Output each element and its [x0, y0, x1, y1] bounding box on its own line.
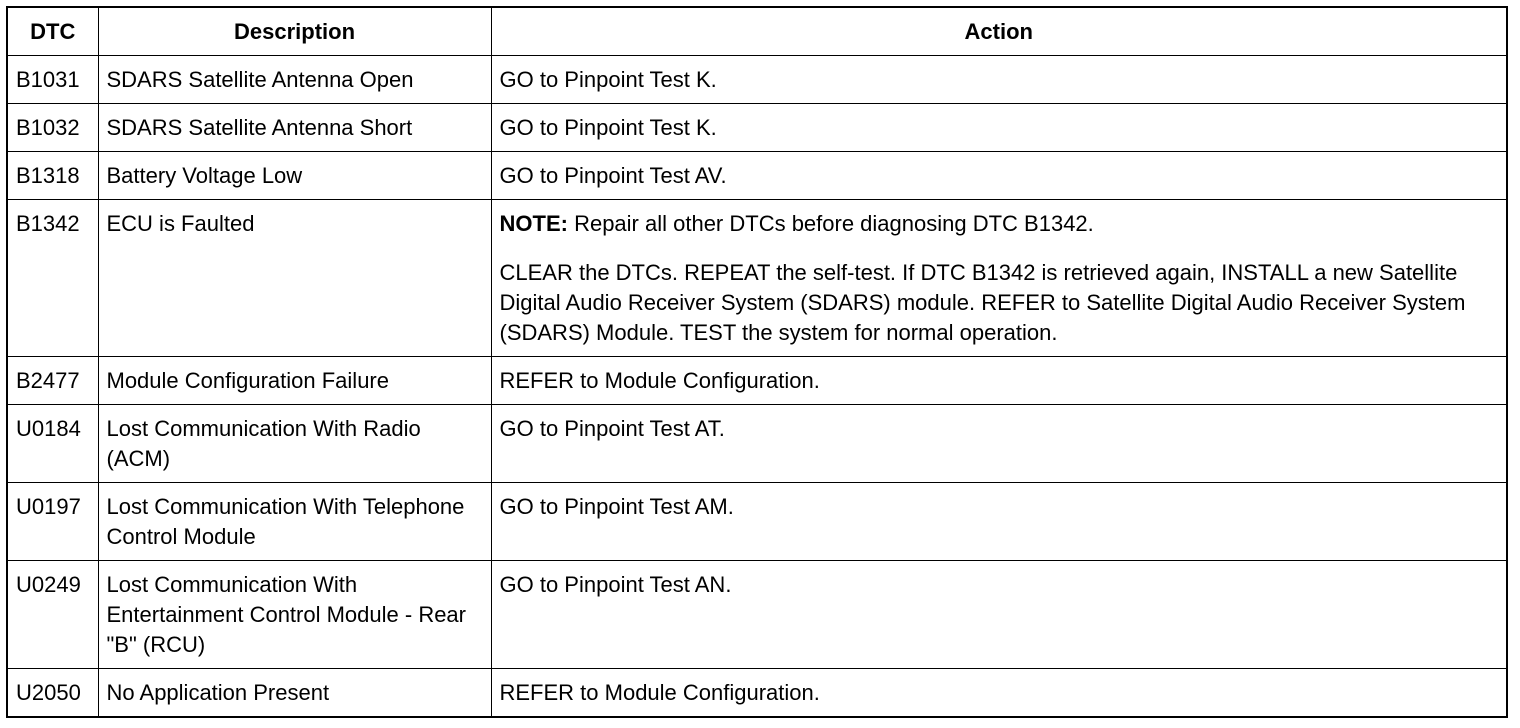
dtc-action: REFER to Module Configuration. — [491, 357, 1507, 405]
table-row — [7, 200, 1507, 357]
dtc-code: U0197 — [7, 483, 98, 561]
table-row — [7, 357, 1507, 405]
dtc-description: No Application Present — [98, 669, 491, 718]
note-label: NOTE: — [499, 211, 568, 236]
table-header-row — [7, 7, 1507, 56]
dtc-action: GO to Pinpoint Test AV. — [491, 152, 1507, 200]
table-row — [7, 152, 1507, 200]
action-text: CLEAR the DTCs. REPEAT the self-test. If DTC B1342 is retrieved again, INSTALL a new Satellite Digital Audio Receiver System (SDARS) module. REFER to Satellite Digital Audio Receiver System (SDARS) Module. TEST the system for normal operation. — [499, 260, 1466, 345]
table-row — [7, 483, 1507, 561]
dtc-description: Lost Communication With Radio (ACM) — [98, 405, 491, 483]
dtc-action: GO to Pinpoint Test K. — [491, 56, 1507, 104]
dtc-description: SDARS Satellite Antenna Open — [98, 56, 491, 104]
dtc-action: GO to Pinpoint Test AM. — [491, 483, 1507, 561]
dtc-code: U0184 — [7, 405, 98, 483]
table-row — [7, 405, 1507, 483]
table-row — [7, 104, 1507, 152]
dtc-code: B1031 — [7, 56, 98, 104]
header-action: Action — [491, 7, 1507, 56]
dtc-description: Lost Communication With Telephone Control Module — [98, 483, 491, 561]
dtc-description: SDARS Satellite Antenna Short — [98, 104, 491, 152]
dtc-code: U2050 — [7, 669, 98, 718]
table-row — [7, 669, 1507, 718]
dtc-description: Battery Voltage Low — [98, 152, 491, 200]
dtc-code: B1342 — [7, 200, 98, 357]
note-paragraph — [500, 209, 1500, 239]
dtc-code: B1318 — [7, 152, 98, 200]
dtc-action: GO to Pinpoint Test K. — [491, 104, 1507, 152]
table-row — [7, 56, 1507, 104]
dtc-description: Module Configuration Failure — [98, 357, 491, 405]
dtc-action: GO to Pinpoint Test AT. — [491, 405, 1507, 483]
dtc-table — [6, 6, 1508, 718]
dtc-table-container — [6, 6, 1508, 718]
dtc-action: GO to Pinpoint Test AN. — [491, 561, 1507, 669]
header-dtc: DTC — [7, 7, 98, 56]
dtc-action: REFER to Module Configuration. — [491, 669, 1507, 718]
table-row — [7, 561, 1507, 669]
dtc-code: B2477 — [7, 357, 98, 405]
note-text: Repair all other DTCs before diagnosing DTC B1342. — [567, 211, 1094, 236]
dtc-description: ECU is Faulted — [98, 200, 491, 357]
dtc-code: U0249 — [7, 561, 98, 669]
dtc-action — [491, 200, 1507, 357]
header-description: Description — [98, 7, 491, 56]
dtc-description: Lost Communication With Entertainment Control Module - Rear "B" (RCU) — [98, 561, 491, 669]
dtc-code: B1032 — [7, 104, 98, 152]
